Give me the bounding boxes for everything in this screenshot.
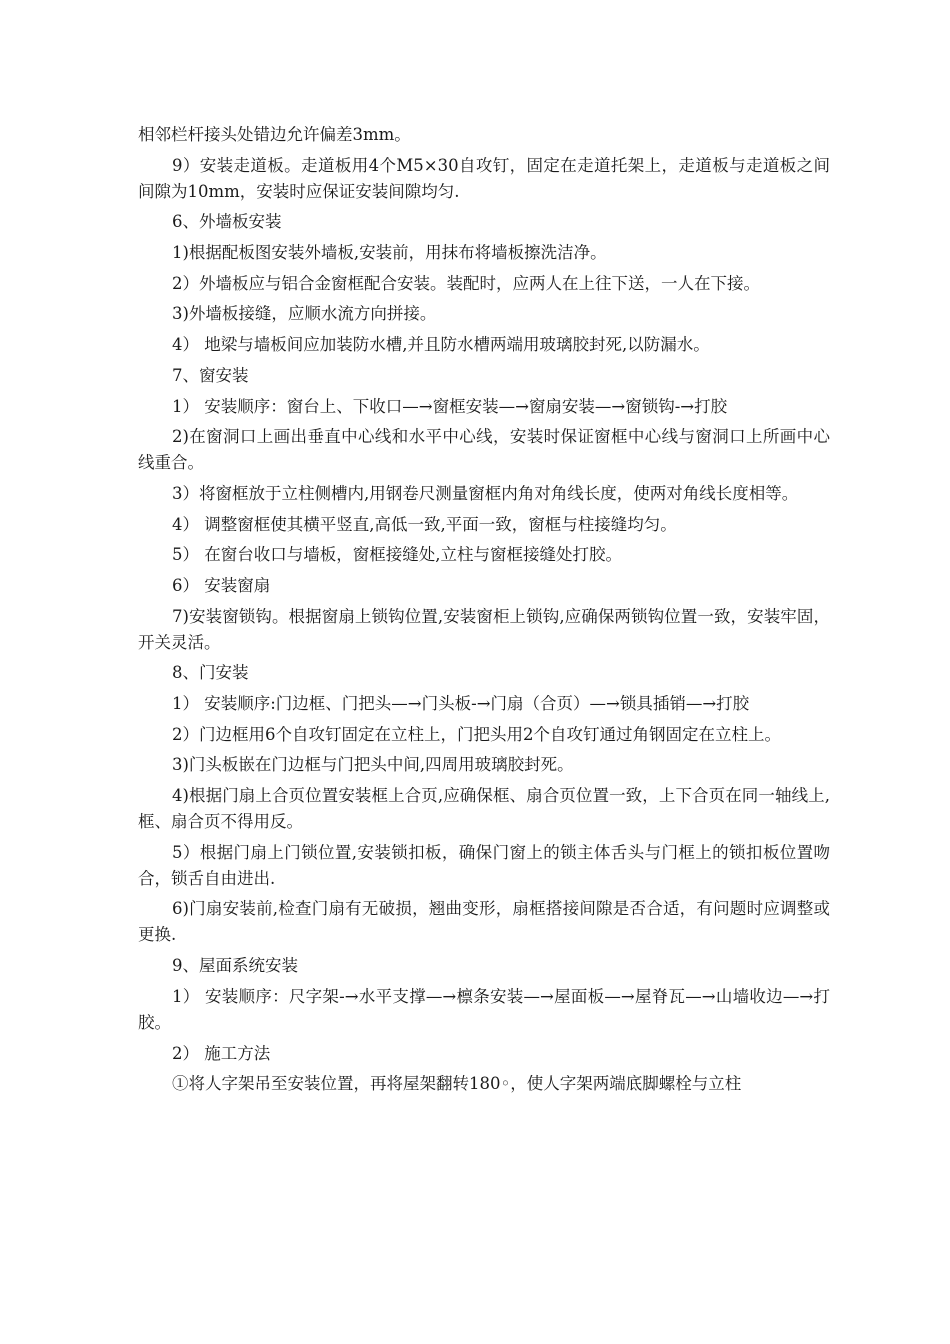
paragraph: 2)在窗洞口上画出垂直中心线和水平中心线，安装时保证窗框中心线与窗洞口上所画中心线重合。 — [138, 427, 830, 473]
paragraph: 4） 地梁与墙板间应加装防水槽,并且防水槽两端用玻璃胶封死,以防漏水。 — [172, 335, 710, 355]
paragraph: 5） 在窗台收口与墙板，窗框接缝处,立柱与窗框接缝处打胶。 — [172, 545, 622, 565]
paragraph: 4)根据门扇上合页位置安装框上合页,应确保框、扇合页位置一致，上下合页在同一轴线上,框、扇合页不得用反。 — [138, 786, 830, 832]
paragraph: 4） 调整窗框使其横平竖直,高低一致,平面一致，窗框与柱接缝均匀。 — [172, 514, 677, 534]
paragraph: 5）根据门扇上门锁位置,安装锁扣板，确保门窗上的锁主体舌头与门框上的锁扣板位置吻合，锁舌自由进出. — [138, 842, 830, 888]
paragraph: 1)根据配板图安装外墙板,安装前，用抹布将墙板擦洗洁净。 — [172, 243, 607, 263]
section-heading: 8、门安装 — [172, 663, 249, 683]
section-heading: 7、窗安装 — [172, 365, 249, 385]
paragraph: 3）将窗框放于立柱侧槽内,用钢卷尺测量窗框内角对角线长度，使两对角线长度相等。 — [172, 483, 799, 503]
paragraph: 相邻栏杆接头处错边允许偏差3mm。 — [138, 125, 411, 144]
paragraph: 2）门边框用6个自攻钉固定在立柱上，门把头用2个自攻钉通过角钢固定在立柱上。 — [172, 724, 781, 744]
paragraph: 7)安装窗锁钩。根据窗扇上锁钩位置,安装窗柜上锁钩,应确保两锁钩位置一致，安装牢固，开关灵活。 — [138, 606, 830, 652]
paragraph: 1） 安装顺序：尺字架-→水平支撑—→檩条安装—→屋面板—→屋脊瓦—→山墙收边—→打胶。 — [138, 986, 830, 1032]
paragraph: 9）安装走道板。走道板用4个M5×30自攻钉，固定在走道托架上，走道板与走道板之间间隙为10mm，安装时应保证安装间隙均匀. — [138, 155, 830, 201]
paragraph: 1） 安装顺序:门边框、门把头—→门头板-→门扇（合页）—→锁具插销—→打胶 — [172, 694, 750, 713]
section-heading: 9、屋面系统安装 — [172, 956, 298, 976]
section-heading: 6、外墙板安装 — [172, 212, 282, 232]
paragraph: 2） 施工方法 — [172, 1043, 271, 1063]
paragraph: 6)门扇安装前,检查门扇有无破损，翘曲变形，扇框搭接间隙是否合适，有问题时应调整或更换. — [138, 899, 830, 945]
paragraph: ①将人字架吊至安装位置，再将屋架翻转180◦，使人字架两端底脚螺栓与立柱 — [172, 1074, 742, 1094]
paragraph: 1） 安装顺序：窗台上、下收口—→窗框安装—→窗扇安装—→窗锁钩-→打胶 — [172, 396, 728, 416]
paragraph: 2）外墙板应与铝合金窗框配合安装。装配时，应两人在上往下送，一人在下接。 — [172, 273, 760, 293]
document-body — [138, 122, 830, 1102]
paragraph: 6） 安装窗扇 — [172, 575, 271, 595]
paragraph: 3)外墙板接缝，应顺水流方向拼接。 — [172, 304, 437, 324]
paragraph: 3)门头板嵌在门边框与门把头中间,四周用玻璃胶封死。 — [172, 755, 574, 775]
